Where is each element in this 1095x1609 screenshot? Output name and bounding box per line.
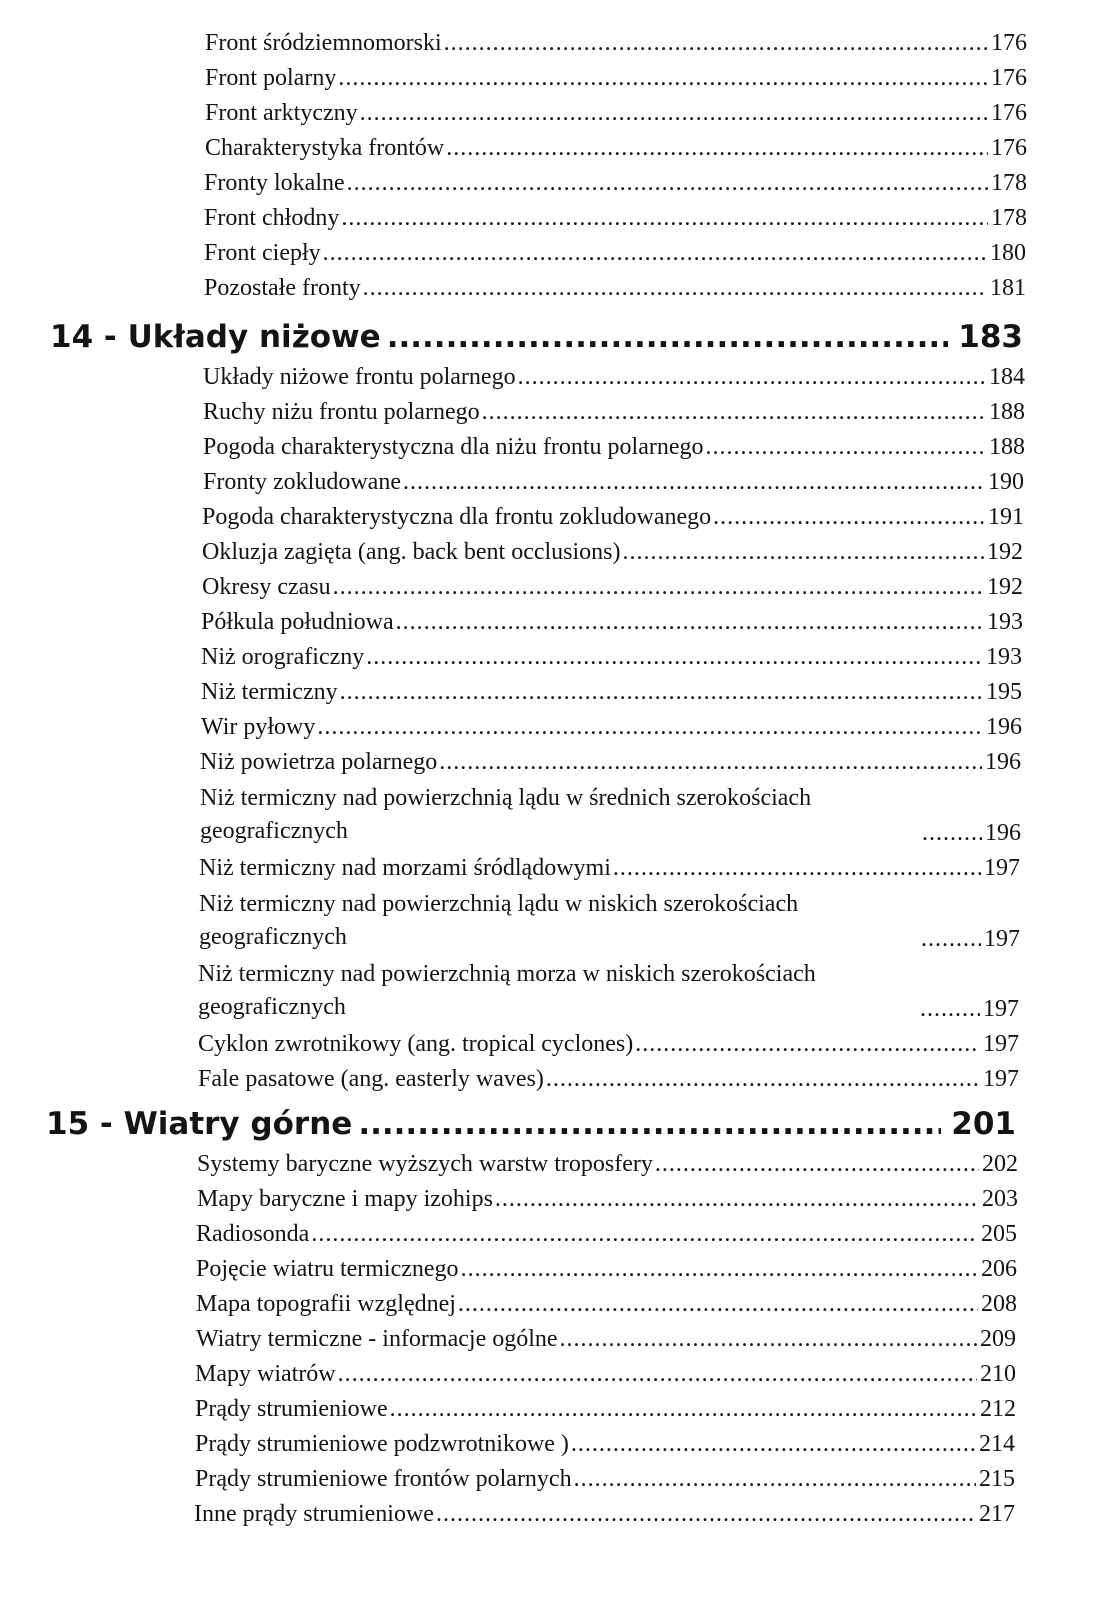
dot-leader [444, 28, 988, 58]
toc-entry [195, 1429, 1015, 1459]
entry-title: Wiatry termiczne - informacje ogólne [196, 1326, 558, 1352]
entry-page: 180 [990, 240, 1026, 266]
dot-leader [546, 1064, 980, 1094]
toc-entry [194, 1499, 1015, 1529]
dot-leader [338, 1359, 977, 1389]
toc-entry [202, 572, 1023, 602]
dot-leader [518, 362, 986, 392]
entry-title: Mapy baryczne i mapy izohips [197, 1186, 493, 1212]
toc-entry [204, 238, 1026, 268]
entry-page: 197 [983, 996, 1019, 1022]
entry-title: Pogoda charakterystyczna dla niżu frontu polarnego [203, 434, 704, 460]
dot-leader [635, 1029, 980, 1059]
entry-page: 210 [980, 1361, 1016, 1387]
toc-entry [199, 853, 1020, 883]
dot-leader [495, 1184, 979, 1214]
entry-page: 178 [991, 170, 1027, 196]
toc-entry [197, 1184, 1018, 1214]
dot-leader [623, 537, 985, 567]
entry-page: 208 [981, 1291, 1017, 1317]
chapter-page: 201 [951, 1106, 1016, 1142]
dot-leader [360, 98, 988, 128]
entry-title: Front arktyczny [205, 100, 358, 126]
toc-entry [201, 607, 1023, 637]
entry-page: 193 [987, 609, 1023, 635]
entry-page: 196 [986, 714, 1022, 740]
dot-leader [920, 994, 980, 1024]
dot-leader [366, 642, 983, 672]
entry-page: 197 [983, 1031, 1019, 1057]
entry-page: 192 [987, 574, 1023, 600]
entry-page: 205 [981, 1221, 1017, 1247]
entry-page: 192 [987, 539, 1023, 565]
entry-page: 184 [989, 364, 1025, 390]
entry-page: 212 [980, 1396, 1016, 1422]
dot-leader [458, 1289, 978, 1319]
entry-title: Charakterystyka frontów [205, 135, 445, 161]
entry-title: Inne prądy strumieniowe [194, 1501, 434, 1527]
toc-entry [204, 273, 1026, 303]
entry-title: Niż termiczny nad morzami śródlądowymi [199, 855, 611, 881]
dot-leader [705, 432, 986, 462]
entry-page: 196 [985, 820, 1021, 846]
entry-title: Prądy strumieniowe [195, 1396, 388, 1422]
entry-title: Front ciepły [204, 240, 321, 266]
toc-entry [204, 168, 1027, 198]
dot-leader [341, 203, 988, 233]
entry-page: 195 [986, 679, 1022, 705]
toc-entry [205, 63, 1027, 93]
entry-page: 214 [979, 1431, 1015, 1457]
entry-page: 176 [991, 135, 1027, 161]
toc-entry [196, 1219, 1017, 1249]
toc-entry [202, 537, 1023, 567]
toc-entry [195, 1464, 1015, 1494]
chapter-heading [50, 317, 1023, 357]
dot-leader [363, 273, 987, 303]
entry-title: Pogoda charakterystyczna dla frontu zokludowanego [202, 504, 712, 530]
entry-title: Mapa topografii względnej [196, 1291, 456, 1317]
dot-leader [387, 317, 949, 357]
entry-page: 217 [979, 1501, 1015, 1527]
entry-page: 188 [989, 399, 1025, 425]
entry-page: 209 [980, 1326, 1016, 1352]
entry-page: 203 [982, 1186, 1018, 1212]
entry-page: 202 [982, 1151, 1018, 1177]
dot-leader [311, 1219, 978, 1249]
dot-leader [439, 747, 982, 777]
toc-entry [196, 1324, 1016, 1354]
entry-title: Niż termiczny [201, 679, 338, 705]
dot-leader [461, 1254, 978, 1284]
chapter-title: 15 - Wiatry górne [46, 1106, 353, 1142]
entry-page: 206 [981, 1256, 1017, 1282]
entry-title: Pozostałe fronty [204, 275, 361, 301]
dot-leader [613, 853, 981, 883]
entry-title: Fronty zokludowane [203, 469, 401, 495]
toc-entry [203, 432, 1025, 462]
entry-title: Okluzja zagięta (ang. back bent occlusions) [202, 539, 621, 565]
toc-entry [204, 203, 1027, 233]
toc-entry [201, 642, 1022, 672]
dot-leader [713, 502, 985, 532]
entry-title: Niż termiczny nad powierzchnią morza w niskich szerokościach geograficznych [198, 961, 816, 1020]
dot-leader [338, 63, 988, 93]
entry-title: Ruchy niżu frontu polarnego [203, 399, 480, 425]
dot-leader [390, 1394, 977, 1424]
entry-page: 190 [988, 469, 1024, 495]
entry-page: 176 [991, 100, 1027, 126]
entry-title: Prądy strumieniowe frontów polarnych [195, 1466, 572, 1492]
entry-page: 176 [991, 65, 1027, 91]
entry-title: Radiosonda [196, 1221, 310, 1247]
toc-entry [198, 1029, 1019, 1059]
entry-page: 188 [989, 434, 1025, 460]
toc-entry [203, 397, 1025, 427]
dot-leader [436, 1499, 976, 1529]
dot-leader [446, 133, 988, 163]
toc-entry [201, 677, 1022, 707]
entry-page: 215 [979, 1466, 1015, 1492]
toc-entry [205, 28, 1027, 58]
toc-entry [198, 1064, 1019, 1094]
entry-page: 197 [983, 1066, 1019, 1092]
entry-page: 197 [984, 926, 1020, 952]
entry-title: Front polarny [205, 65, 337, 91]
dot-leader [655, 1149, 979, 1179]
chapter-title: 14 - Układy niżowe [50, 319, 381, 355]
entry-title: Cyklon zwrotnikowy (ang. tropical cyclones) [198, 1031, 634, 1057]
chapter-page: 183 [958, 319, 1023, 355]
toc-entry [202, 502, 1024, 532]
toc-entry [195, 1359, 1016, 1389]
entry-title: Półkula południowa [201, 609, 394, 635]
dot-leader [922, 818, 982, 848]
toc-entry [205, 133, 1027, 163]
entry-title: Niż powietrza polarnego [200, 749, 438, 775]
entry-title: Niż termiczny nad powierzchnią lądu w średnich szerokościach geograficznych [200, 785, 812, 844]
entry-title: Układy niżowe frontu polarnego [203, 364, 516, 390]
toc-entry [196, 1254, 1017, 1284]
dot-leader [574, 1464, 976, 1494]
toc-entry [195, 1394, 1016, 1424]
dot-leader [317, 712, 983, 742]
dot-leader [358, 1104, 941, 1144]
entry-title: Mapy wiatrów [195, 1361, 336, 1387]
toc-entry [200, 747, 1021, 777]
entry-title: Front chłodny [204, 205, 340, 231]
toc-entry [199, 892, 1020, 954]
entry-title: Wir pyłowy [201, 714, 316, 740]
toc-entry [203, 467, 1024, 497]
toc-entry [198, 962, 1019, 1024]
entry-title: Niż termiczny nad powierzchnią lądu w niskich szerokościach geograficznych [199, 891, 799, 950]
entry-page: 197 [984, 855, 1020, 881]
entry-title: Front śródziemnomorski [205, 30, 442, 56]
entry-title: Fronty lokalne [204, 170, 345, 196]
entry-title: Systemy baryczne wyższych warstw troposfery [197, 1151, 653, 1177]
entry-page: 176 [991, 30, 1027, 56]
dot-leader [921, 924, 981, 954]
toc-entry [203, 362, 1025, 392]
entry-page: 181 [990, 275, 1026, 301]
dot-leader [340, 677, 983, 707]
dot-leader [482, 397, 986, 427]
toc-entry [200, 786, 1021, 848]
entry-title: Prądy strumieniowe podzwrotnikowe ) [195, 1431, 569, 1457]
dot-leader [403, 467, 985, 497]
dot-leader [333, 572, 984, 602]
entry-title: Fale pasatowe (ang. easterly waves) [198, 1066, 544, 1092]
entry-title: Niż orograficzny [201, 644, 365, 670]
dot-leader [347, 168, 988, 198]
entry-title: Pojęcie wiatru termicznego [196, 1256, 459, 1282]
entry-page: 196 [985, 749, 1021, 775]
dot-leader [560, 1324, 977, 1354]
dot-leader [571, 1429, 976, 1459]
entry-title: Okresy czasu [202, 574, 331, 600]
entry-page: 191 [988, 504, 1024, 530]
entry-page: 193 [986, 644, 1022, 670]
dot-leader [396, 607, 984, 637]
toc-entry [197, 1149, 1018, 1179]
toc-entry [201, 712, 1022, 742]
dot-leader [323, 238, 987, 268]
toc-entry [196, 1289, 1017, 1319]
toc-entry [205, 98, 1027, 128]
entry-page: 178 [991, 205, 1027, 231]
chapter-heading [46, 1104, 1016, 1144]
